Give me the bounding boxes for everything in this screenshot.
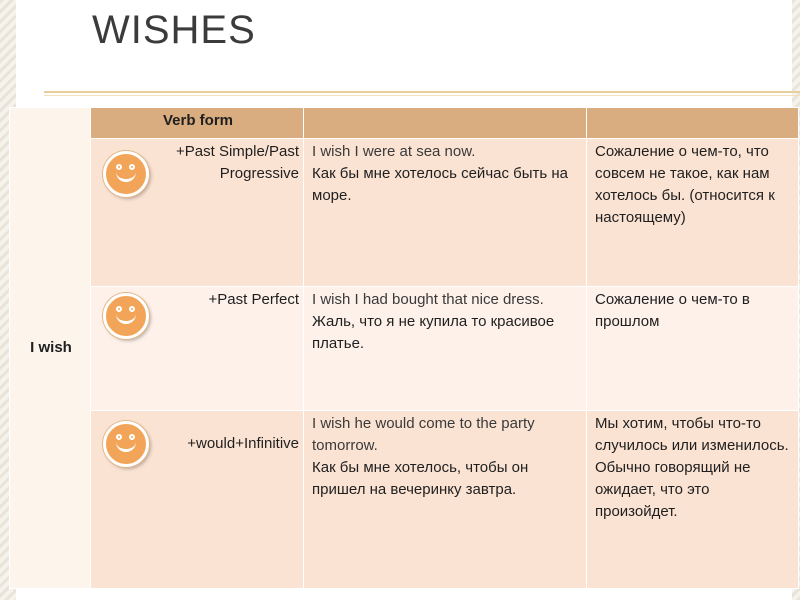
meaning-text: Мы хотим, чтобы что-то случилось или изменилось. Обычно говорящий не ожидает, что это произойдет. — [595, 415, 789, 520]
example-english: I wish I had bought that nice dress. — [312, 291, 544, 308]
title-divider — [44, 91, 800, 93]
meaning-text: Сожаление о чем-то в прошлом — [595, 291, 750, 330]
verb-form-text: +Past Perfect — [208, 291, 299, 308]
verb-form-header — [91, 108, 304, 139]
verb-form-cell — [91, 411, 304, 589]
table-row — [10, 287, 799, 411]
smiley-icon — [103, 293, 149, 339]
wishes-table — [9, 107, 799, 589]
meaning-cell — [587, 287, 799, 411]
meaning-cell — [587, 139, 799, 287]
example-english: I wish I were at sea now. — [312, 143, 476, 160]
meaning-header — [587, 108, 799, 139]
example-english: I wish he would come to the party tomorrow. — [312, 415, 535, 454]
verb-form-cell — [91, 287, 304, 411]
example-cell — [304, 411, 587, 589]
meaning-cell — [587, 411, 799, 589]
smiley-icon — [103, 421, 149, 467]
verb-form-header-text: Verb form — [162, 112, 234, 129]
table-header-row — [10, 108, 799, 139]
example-header — [304, 108, 587, 139]
example-russian: Как бы мне хотелось сейчас быть на море. — [312, 165, 568, 204]
smiley-icon — [103, 151, 149, 197]
example-russian: Жаль, что я не купила то красивое платье. — [312, 313, 555, 352]
i-wish-label-cell — [10, 108, 91, 589]
table-row — [10, 139, 799, 287]
title-divider-secondary — [44, 95, 800, 96]
page-title: WISHES — [92, 8, 256, 52]
verb-form-text: +Past Simple/Past Progressive — [176, 143, 299, 182]
verb-form-text: +would+Infinitive — [187, 435, 299, 452]
i-wish-label: I wish — [30, 339, 72, 356]
verb-form-cell — [91, 139, 304, 287]
example-cell — [304, 287, 587, 411]
table-row — [10, 411, 799, 589]
meaning-text: Сожаление о чем-то, что совсем не такое, как нам хотелось бы. (относится к настоящему) — [595, 143, 775, 226]
example-russian: Как бы мне хотелось, чтобы он пришел на вечеринку завтра. — [312, 459, 529, 498]
example-cell — [304, 139, 587, 287]
